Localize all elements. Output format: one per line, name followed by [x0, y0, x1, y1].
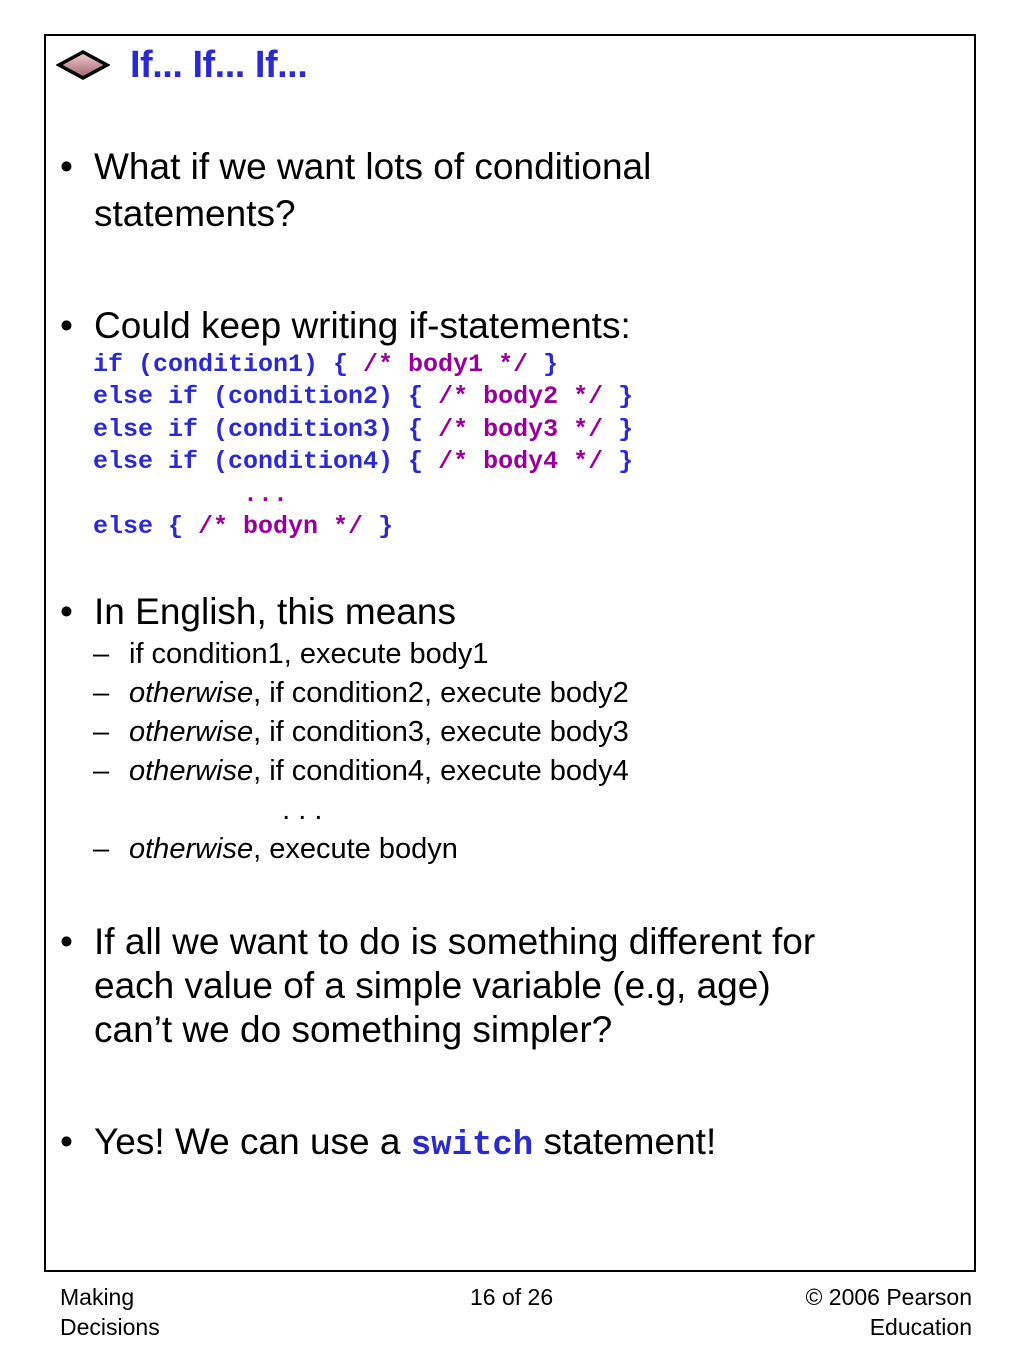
subitem: [93, 635, 489, 674]
code-keyword: }: [528, 350, 559, 379]
subitem-text: if condition1, execute body1: [129, 638, 489, 670]
code-keyword: else {: [93, 512, 199, 541]
bullet-marker: •: [60, 1121, 73, 1162]
bullet-text: Yes! We can use a: [94, 1121, 411, 1162]
code-keyword: if (condition1) {: [93, 350, 364, 379]
subitem-emphasis: otherwise: [129, 833, 254, 865]
bullet-line: Could keep writing if-statements:: [94, 305, 631, 346]
footer-left: [60, 1282, 160, 1342]
code-line-ellipsis: [93, 479, 288, 512]
subitem-text: , if condition3, execute body3: [253, 716, 629, 748]
code-keyword: }: [603, 382, 634, 411]
code-line-6: [93, 511, 393, 544]
code-keyword: }: [363, 512, 394, 541]
code-keyword: else if (condition3) {: [93, 415, 439, 444]
code-line-4: [93, 446, 633, 479]
code-comment: /* body2 */: [438, 382, 604, 411]
code-line-3: [93, 414, 633, 447]
code-comment: /* bodyn */: [198, 512, 364, 541]
subitem: [93, 674, 629, 713]
code-comment: /* body1 */: [363, 350, 529, 379]
subitem-emphasis: otherwise: [129, 677, 254, 709]
subitem-text: . . .: [129, 794, 323, 826]
code-keyword: else if (condition4) {: [93, 447, 439, 476]
code-keyword: }: [603, 415, 634, 444]
slide-title: If... If... If...: [130, 43, 308, 86]
code-keyword: else if (condition2) {: [93, 382, 439, 411]
code-keyword: }: [603, 447, 634, 476]
footer-course-line: Decisions: [60, 1314, 160, 1340]
footer-copyright-line: Education: [869, 1314, 972, 1340]
code-comment: /* body4 */: [438, 447, 604, 476]
subitem-text: , execute bodyn: [253, 833, 458, 865]
footer-page-number: 16 of 26: [470, 1284, 554, 1310]
bullet-line: What if we want lots of conditional: [94, 146, 652, 187]
subitem-dash: –: [93, 638, 110, 670]
bullet-marker: •: [60, 146, 73, 187]
bullet-line: each value of a simple variable (e.g, age): [94, 965, 771, 1006]
bullet-line: statements?: [94, 193, 296, 234]
subitem-dash: –: [93, 755, 110, 787]
subitem-dash: –: [93, 833, 110, 865]
bullet-line: If all we want to do is something different for: [94, 921, 816, 962]
subitem-dash: –: [93, 677, 110, 709]
footer-copyright: [805, 1282, 972, 1342]
footer-copyright-line: © 2006 Pearson: [805, 1284, 972, 1310]
bullet-line: can’t we do something simpler?: [94, 1009, 613, 1050]
inline-code-switch: switch: [410, 1127, 534, 1165]
bullet-marker: •: [60, 921, 73, 962]
bullet-line: In English, this means: [94, 591, 456, 632]
bullet-text: statement!: [533, 1121, 717, 1162]
subitem-ellipsis: [93, 791, 322, 830]
subitem-emphasis: otherwise: [129, 716, 254, 748]
title-row: [56, 40, 307, 90]
footer-course-line: Making: [60, 1284, 135, 1310]
subitem-emphasis: otherwise: [129, 755, 254, 787]
code-line-1: [93, 349, 558, 382]
bullet-marker: •: [60, 305, 73, 346]
code-comment: /* body3 */: [438, 415, 604, 444]
code-comment: ...: [93, 480, 289, 509]
code-line-2: [93, 381, 633, 414]
subitem: [93, 752, 629, 791]
diamond-bullet-icon: [56, 49, 110, 81]
subitem: [93, 713, 629, 752]
subitem: [93, 830, 458, 869]
subitem-text: , if condition2, execute body2: [253, 677, 629, 709]
subitem-dash: –: [93, 716, 110, 748]
subitem-text: , if condition4, execute body4: [253, 755, 629, 787]
bullet-marker: •: [60, 591, 73, 632]
bullet-line: [94, 1120, 716, 1168]
